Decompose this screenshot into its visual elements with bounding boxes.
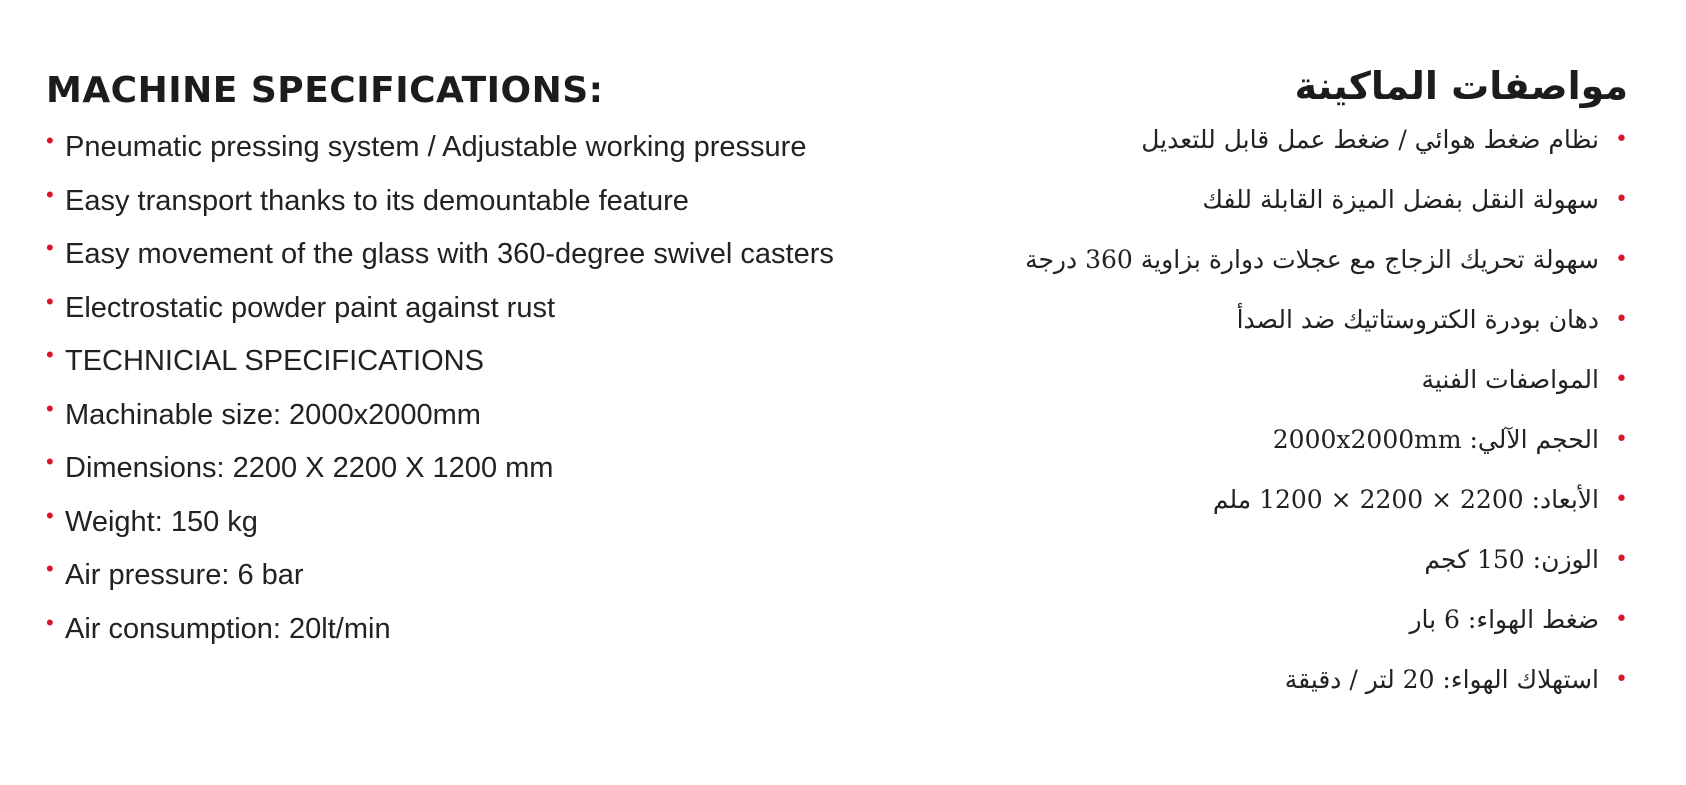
english-heading: MACHINE SPECIFICATIONS: xyxy=(46,70,604,111)
list-item xyxy=(46,558,906,612)
bullet-icon: • xyxy=(46,128,54,153)
list-item xyxy=(948,600,1628,660)
list-item xyxy=(948,660,1628,720)
bullet-icon: • xyxy=(46,288,54,314)
list-item xyxy=(46,288,906,345)
bullet-icon: • xyxy=(1615,187,1628,212)
list-item xyxy=(948,360,1628,420)
list-item-text: Easy movement of the glass with 360-degree swivel casters xyxy=(65,238,834,270)
list-item-text: سهولة تحريك الزجاج مع عجلات دوارة بزاوية 360 درجة xyxy=(1025,245,1599,274)
list-item-text: الوزن: 150 كجم xyxy=(1424,545,1599,574)
bullet-icon: • xyxy=(1615,367,1628,392)
list-item xyxy=(46,451,906,505)
english-specifications-column xyxy=(46,62,906,665)
list-item-text: Machinable size: 2000x2000mm xyxy=(65,398,481,431)
list-item-text: سهولة النقل بفضل الميزة القابلة للفك xyxy=(1202,185,1599,214)
bullet-icon: • xyxy=(1615,667,1628,692)
bullet-icon: • xyxy=(46,609,54,635)
bullet-icon: • xyxy=(46,449,54,474)
list-item-text: ضغط الهواء: 6 بار xyxy=(1409,605,1599,634)
list-item xyxy=(46,181,906,238)
list-item-text: الحجم الآلي: 2000x2000mm xyxy=(1272,425,1599,454)
list-item-text: TECHNICIAL SPECIFICATIONS xyxy=(65,345,484,377)
arabic-specifications-column xyxy=(948,58,1628,720)
list-item xyxy=(948,120,1628,180)
list-item xyxy=(948,480,1628,540)
arabic-heading: مواصفات الماكينة xyxy=(1294,64,1628,108)
list-item-text: Electrostatic powder paint against rust xyxy=(65,291,556,324)
list-item xyxy=(948,240,1628,300)
list-item xyxy=(46,395,906,452)
list-item xyxy=(46,344,906,398)
english-spec-list xyxy=(46,130,906,665)
bullet-icon: • xyxy=(46,395,54,421)
list-item-text: Pneumatic pressing system / Adjustable working pressure xyxy=(65,131,807,163)
list-item xyxy=(948,540,1628,600)
list-item xyxy=(46,609,906,666)
bullet-icon: • xyxy=(46,342,54,367)
bullet-icon: • xyxy=(46,235,54,260)
bullet-icon: • xyxy=(1615,247,1628,272)
list-item-text: Weight: 150 kg xyxy=(65,505,258,538)
bullet-icon: • xyxy=(1615,547,1628,572)
bullet-icon: • xyxy=(1615,607,1628,632)
list-item xyxy=(46,130,906,184)
list-item-text: Dimensions: 2200 X 2200 X 1200 mm xyxy=(65,452,554,484)
list-item-text: Air pressure: 6 bar xyxy=(65,559,304,591)
bullet-icon: • xyxy=(46,502,54,528)
list-item xyxy=(46,502,906,559)
bullet-icon: • xyxy=(46,556,54,581)
list-item-text: استهلاك الهواء: 20 لتر / دقيقة xyxy=(1284,665,1599,694)
bullet-icon: • xyxy=(1615,307,1628,332)
bullet-icon: • xyxy=(1615,427,1628,452)
list-item-text: المواصفات الفنية xyxy=(1421,365,1599,394)
list-item-text: نظام ضغط هوائي / ضغط عمل قابل للتعديل xyxy=(1141,125,1599,154)
arabic-spec-list xyxy=(948,120,1628,720)
bullet-icon: • xyxy=(1615,127,1628,152)
list-item-text: الأبعاد: 2200 × 2200 × 1200 ملم xyxy=(1212,485,1599,514)
list-item xyxy=(948,420,1628,480)
bullet-icon: • xyxy=(1615,487,1628,512)
list-item-text: دهان بودرة الكتروستاتيك ضد الصدأ xyxy=(1236,305,1599,334)
list-item xyxy=(948,300,1628,360)
list-item-text: Easy transport thanks to its demountable feature xyxy=(65,184,689,217)
list-item xyxy=(948,180,1628,240)
list-item xyxy=(46,237,906,291)
list-item-text: Air consumption: 20lt/min xyxy=(65,612,391,645)
bullet-icon: • xyxy=(46,181,54,207)
